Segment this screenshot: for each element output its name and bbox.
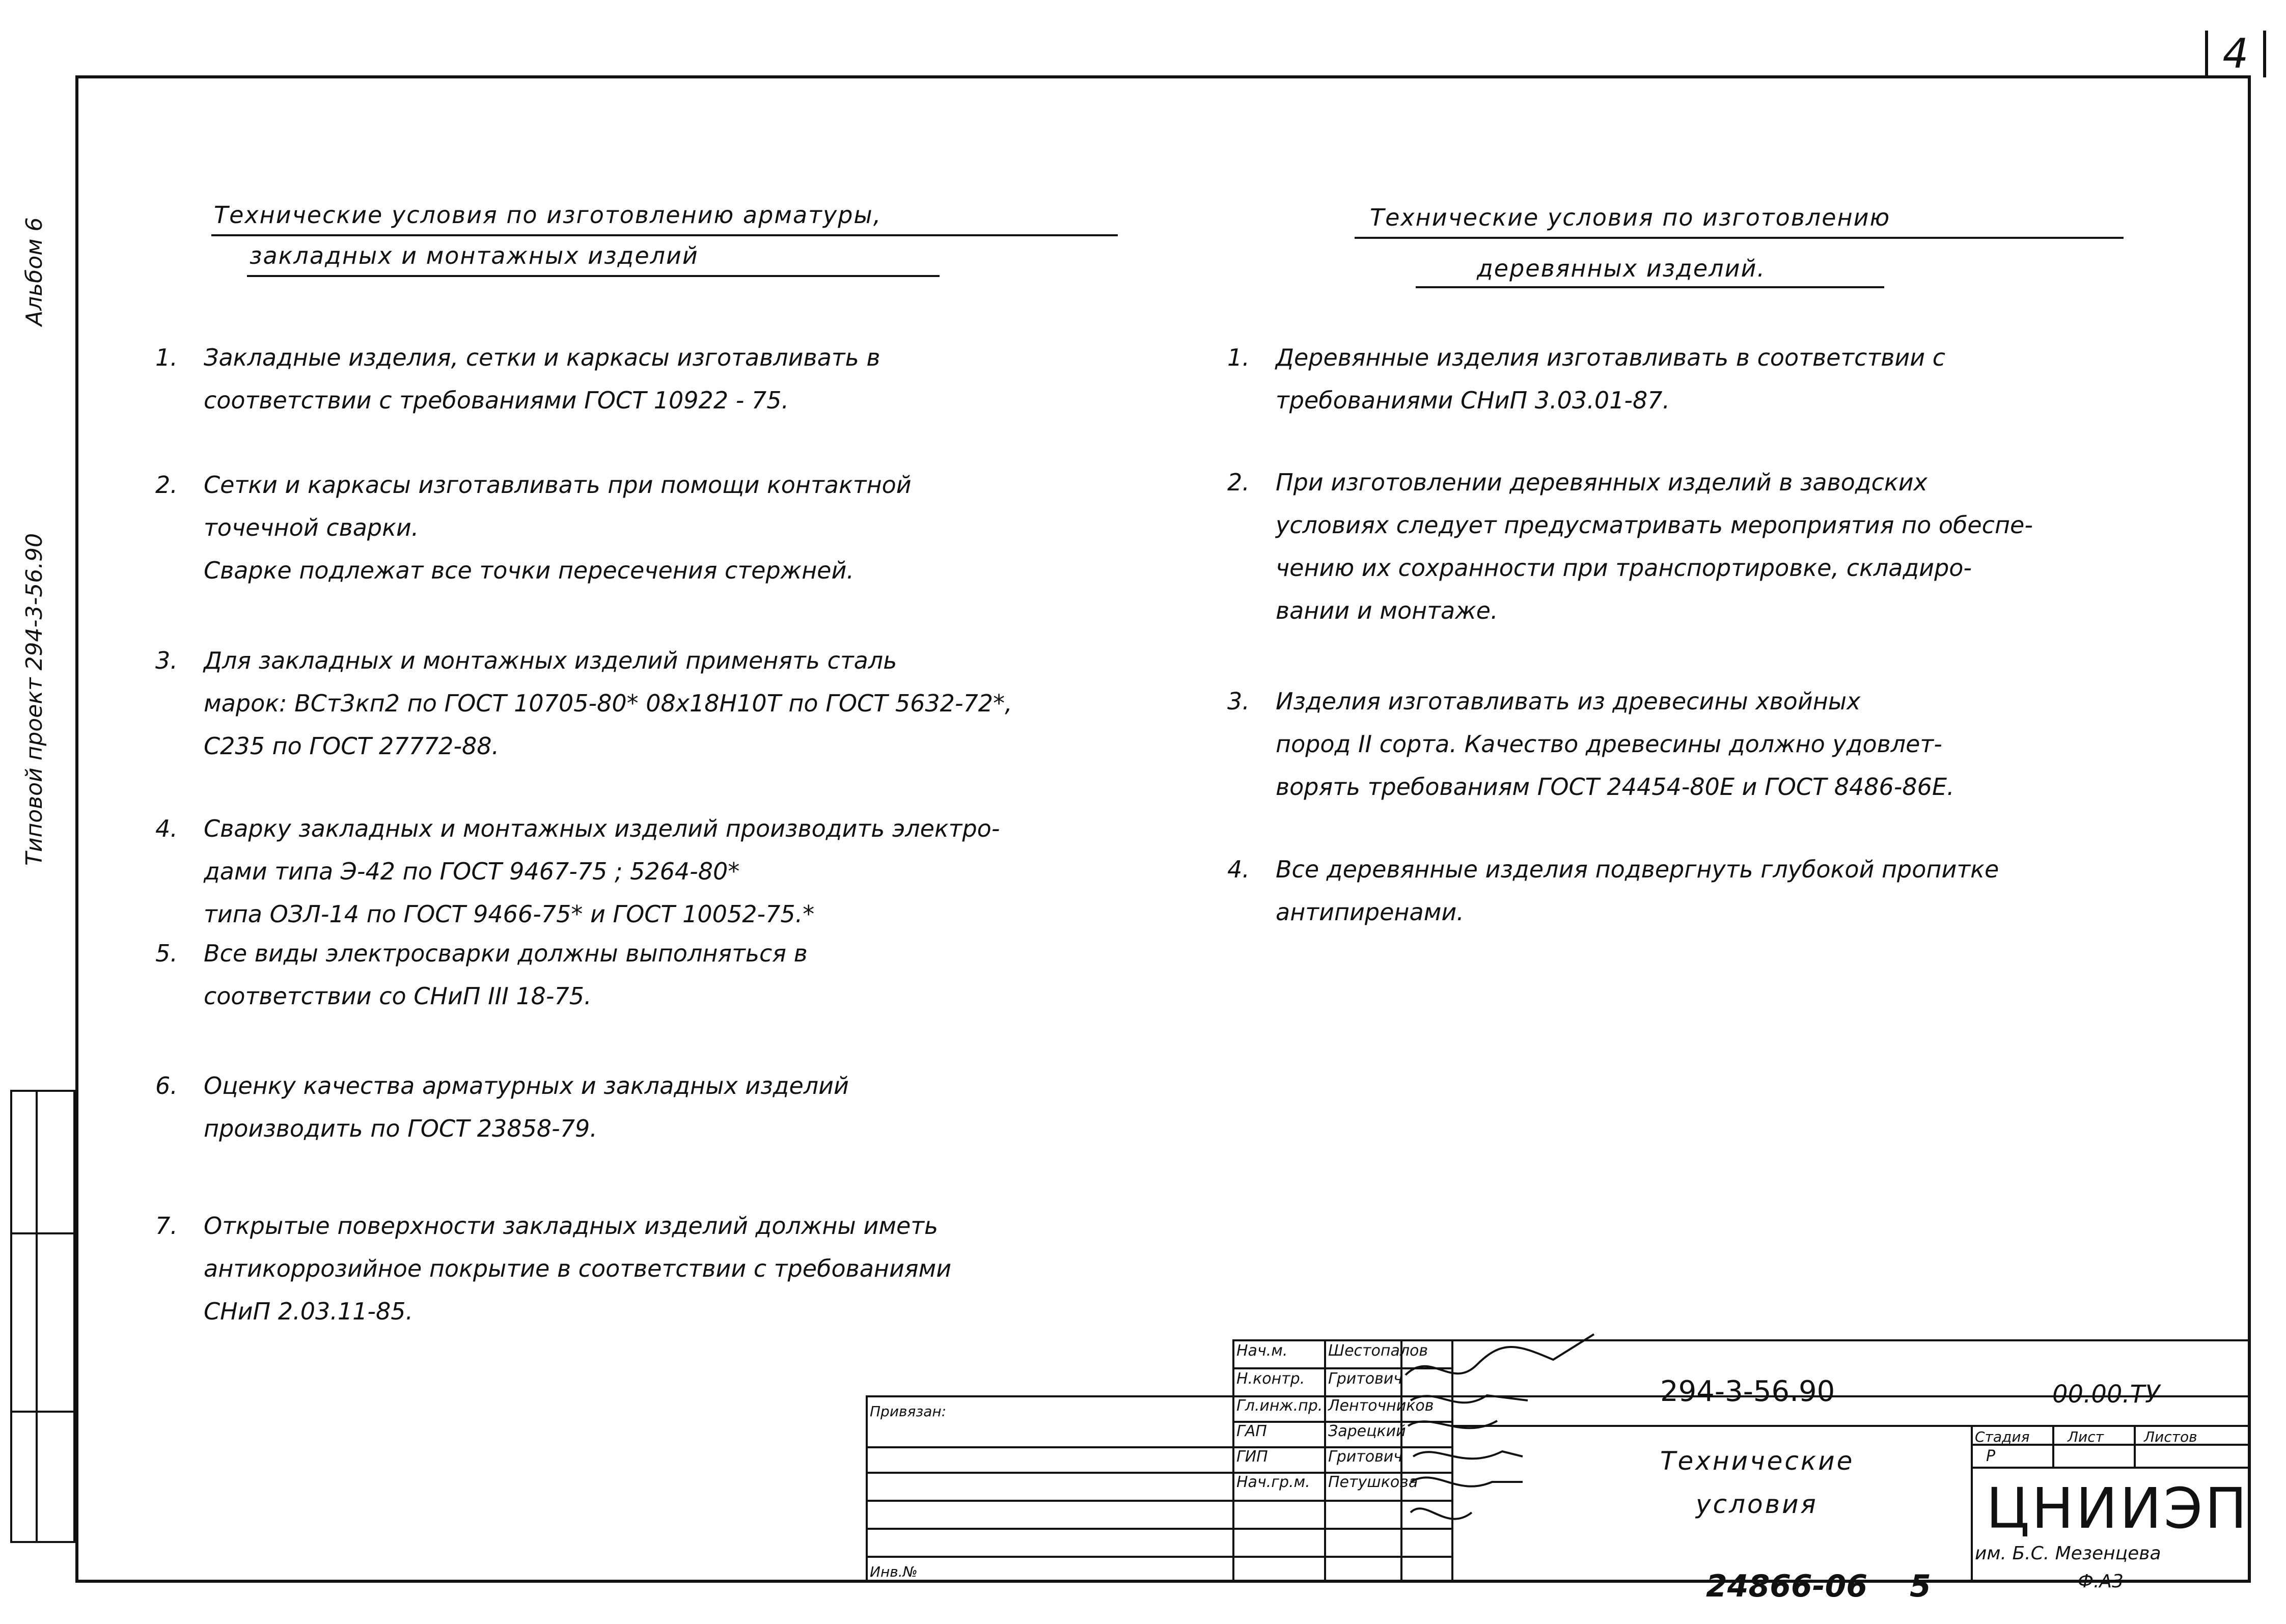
bottom-code: 24866-06: [1706, 1568, 1868, 1604]
person-name: Зарецкий: [1328, 1422, 1406, 1440]
item-line: Сварку закладных и монтажных изделий производить электро-: [204, 815, 1000, 842]
item-line: Все виды электросварки должны выполняться в: [204, 940, 808, 967]
item-line: антикоррозийное покрытие в соответствии с требованиями: [204, 1255, 952, 1282]
item-line: типа ОЗЛ-14 по ГОСТ 9466-75* и ГОСТ 10052-75.*: [204, 900, 815, 928]
item-line: дами типа Э-42 по ГОСТ 9467-75 ; 5264-80*: [204, 858, 740, 885]
right-heading-underline1: [1355, 237, 2124, 239]
doc-suffix: 00.00.ТУ: [2052, 1380, 2160, 1409]
left-heading-underline1: [211, 234, 1118, 236]
title-line1: Технические: [1660, 1446, 1855, 1476]
item-line: соответствии со СНиП III 18-75.: [204, 982, 592, 1010]
item-line: соответствии с требованиями ГОСТ 10922 - 75.: [204, 387, 789, 414]
privyazan-label: Привязан:: [870, 1403, 947, 1420]
item-line: точечной сварки.: [204, 514, 419, 541]
item-line: условиях следует предусматривать мероприятия по обеспе-: [1276, 511, 2033, 539]
signature-scribble: [1400, 1329, 1614, 1584]
inv-label: Инв.№: [870, 1563, 918, 1580]
right-heading-line1: Технические условия по изготовлению: [1370, 204, 1891, 231]
item-number: 2.: [155, 471, 178, 499]
title-block: [866, 1339, 2251, 1583]
right-item-3: [1227, 680, 1954, 808]
left-heading-line1: Технические условия по изготовлению арматуры,: [214, 201, 882, 229]
bottom-page: 5: [1910, 1568, 1931, 1604]
left-heading-underline2: [247, 275, 940, 277]
left-item-5: [155, 932, 808, 1017]
item-line: производить по ГОСТ 23858-79.: [204, 1115, 597, 1142]
right-item-1: [1227, 336, 1946, 422]
sheets-header: Листов: [2144, 1428, 2197, 1445]
doc-code: 294-3-56.90: [1660, 1375, 1835, 1408]
person-name: Шестопалов: [1328, 1342, 1428, 1360]
item-number: 6.: [155, 1072, 178, 1099]
item-number: 2.: [1227, 469, 1250, 496]
item-line: Оценку качества арматурных и закладных изделий: [204, 1072, 849, 1099]
item-line: Деревянные изделия изготавливать в соответствии с: [1276, 344, 1946, 371]
item-line: Для закладных и монтажных изделий применять сталь: [204, 647, 897, 674]
item-line: При изготовлении деревянных изделий в заводских: [1276, 469, 1927, 496]
left-item-6: [155, 1064, 849, 1150]
item-line: Закладные изделия, сетки и каркасы изготавливать в: [204, 344, 880, 371]
item-line: требованиями СНиП 3.03.01-87.: [1276, 387, 1670, 414]
item-line: С235 по ГОСТ 27772-88.: [204, 732, 500, 760]
person-name: Гритович: [1328, 1370, 1402, 1388]
album-label: Альбом 6: [21, 217, 47, 326]
left-item-3: [155, 639, 1012, 767]
person-role: Гл.инж.пр.: [1236, 1397, 1323, 1415]
item-number: 3.: [155, 647, 178, 674]
item-number: 1.: [1227, 344, 1250, 371]
item-number: 5.: [155, 940, 178, 967]
person-role: Н.контр.: [1236, 1370, 1305, 1388]
person-role: Нач.гр.м.: [1236, 1473, 1310, 1491]
left-item-1: [155, 336, 880, 422]
item-line: чению их сохранности при транспортировке, складиро-: [1276, 554, 1972, 582]
item-number: 4.: [1227, 856, 1250, 883]
person-role: Нач.м.: [1236, 1342, 1288, 1360]
project-label: Типовой проект 294-3-56.90: [21, 533, 47, 866]
right-heading-underline2: [1416, 286, 1884, 288]
item-number: 1.: [155, 344, 178, 371]
right-item-2: [1227, 461, 2033, 632]
org-subtitle: им. Б.С. Мезенцева: [1975, 1543, 2161, 1564]
item-line: Сетки и каркасы изготавливать при помощи контактной: [204, 471, 912, 499]
item-line: Изделия изготавливать из древесины хвойных: [1276, 687, 1861, 715]
item-line: антипиренами.: [1276, 898, 1464, 926]
stage-header: Стадия: [1975, 1428, 2030, 1445]
person-name: Ленточников: [1328, 1397, 1434, 1415]
person-name: Гритович: [1328, 1448, 1402, 1466]
item-number: 3.: [1227, 687, 1250, 715]
right-item-4: [1227, 848, 1999, 933]
sheet-header: Лист: [2068, 1428, 2104, 1445]
item-number: 4.: [155, 815, 178, 842]
left-item-4: [155, 807, 1000, 935]
person-role: ГИП: [1236, 1448, 1268, 1466]
item-line: ворять требованиям ГОСТ 24454-80Е и ГОСТ 8486-86Е.: [1276, 773, 1954, 801]
right-heading-line2: деревянных изделий.: [1477, 255, 1766, 282]
item-line: пород II сорта. Качество древесины должно удовлет-: [1276, 730, 1942, 758]
item-line: Сварке подлежат все точки пересечения стержней.: [204, 557, 854, 584]
stage-value: Р: [1986, 1447, 1996, 1465]
item-number: 7.: [155, 1212, 178, 1240]
left-heading-line2: закладных и монтажных изделий: [250, 242, 699, 269]
item-line: Все деревянные изделия подвергнуть глубокой пропитке: [1276, 856, 1999, 883]
item-line: СНиП 2.03.11-85.: [204, 1298, 414, 1325]
org-name: ЦНИИЭП: [1986, 1476, 2249, 1541]
person-name: Петушкова: [1328, 1473, 1418, 1491]
item-line: марок: ВСт3кп2 по ГОСТ 10705-80* 08х18Н10Т по ГОСТ 5632-72*,: [204, 690, 1012, 717]
side-stamp: [10, 1090, 75, 1543]
left-item-2: [155, 463, 912, 592]
person-role: ГАП: [1236, 1422, 1267, 1440]
item-line: Открытые поверхности закладных изделий должны иметь: [204, 1212, 939, 1240]
sheet-number: 4: [2205, 31, 2266, 77]
left-item-7: [155, 1204, 952, 1333]
format-label: Ф.А3: [2078, 1571, 2124, 1592]
item-line: вании и монтаже.: [1276, 597, 1498, 624]
title-line2: условия: [1696, 1490, 1818, 1519]
